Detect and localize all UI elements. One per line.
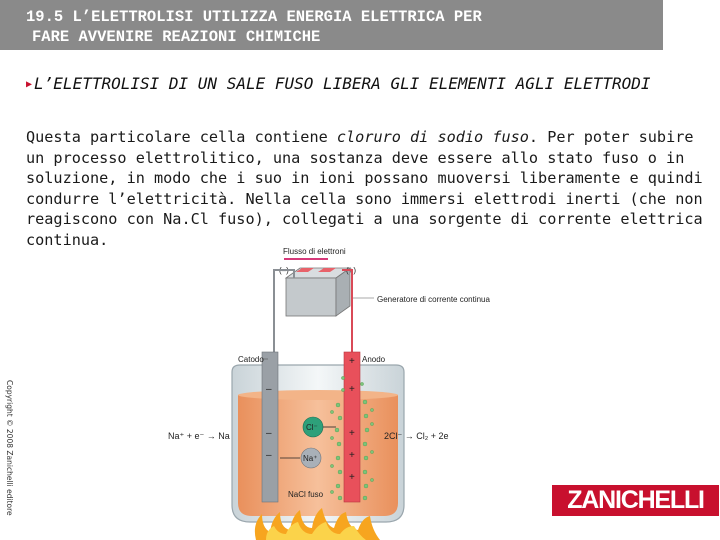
svg-text:–: – [266,428,272,439]
cathode-reaction: Na⁺ + e⁻ → Na [168,431,230,441]
svg-text:–: – [266,450,272,461]
copyright-text: Copyright © 2008 Zanichelli editore [5,380,14,516]
svg-text:+: + [349,356,355,367]
cathode-label: Catodo [238,355,264,364]
anode-label: Anodo [362,355,386,364]
sodium-ion-label: Na⁺ [303,454,318,463]
body-text-italic: cloruro di sodio fuso [336,128,529,146]
dc-generator [286,268,350,316]
subheading-text: L’ELETTROLISI DI UN SALE FUSO LIBERA GLI ELEMENTI AGLI ELETTRODI [34,74,651,93]
svg-text:+: + [349,450,355,461]
cathode-electrode [262,352,278,502]
plus-terminal-label: (+) [346,266,356,275]
electrolyte-label: NaCl fuso [288,490,324,499]
publisher-logo: ZANICHELLI [552,485,719,516]
body-text-1: Questa particolare cella contiene [26,128,337,146]
copyright-notice [2,380,16,530]
body-text-2: . Per poter subire un processo elettrolitico, una sostanza deve essere allo stato fuso o in soluzione, in modo che i suo in ioni possano muoversi liberamente e quindi condurre l’elettricità. Nella cella sono immersi elettrodi inerti (che non reagiscono con Na.Cl fuso), collegati a una sorgente di corrente elettrica continua. [26,128,703,249]
electron-flow-arrow [284,258,328,260]
svg-text:+: + [349,428,355,439]
page-title-line-2: FARE AVVENIRE REAZIONI CHIMICHE [32,28,321,46]
chloride-ion-label: Cl⁻ [306,423,318,432]
anode-reaction: 2Cl⁻ → Cl₂ + 2e [384,431,449,441]
minus-terminal-label: (–) [279,266,289,275]
svg-text:–: – [266,384,272,395]
svg-text:+: + [349,384,355,395]
page-title-line-1: 19.5 L’ELETTROLISI UTILIZZA ENERGIA ELETTRICA PER [26,8,482,26]
bullet-arrow-icon: ▶ [26,79,33,90]
generator-label: Generatore di corrente continua [377,295,490,304]
svg-text:+: + [349,472,355,483]
electron-flow-label: Flusso di elettroni [283,247,346,256]
